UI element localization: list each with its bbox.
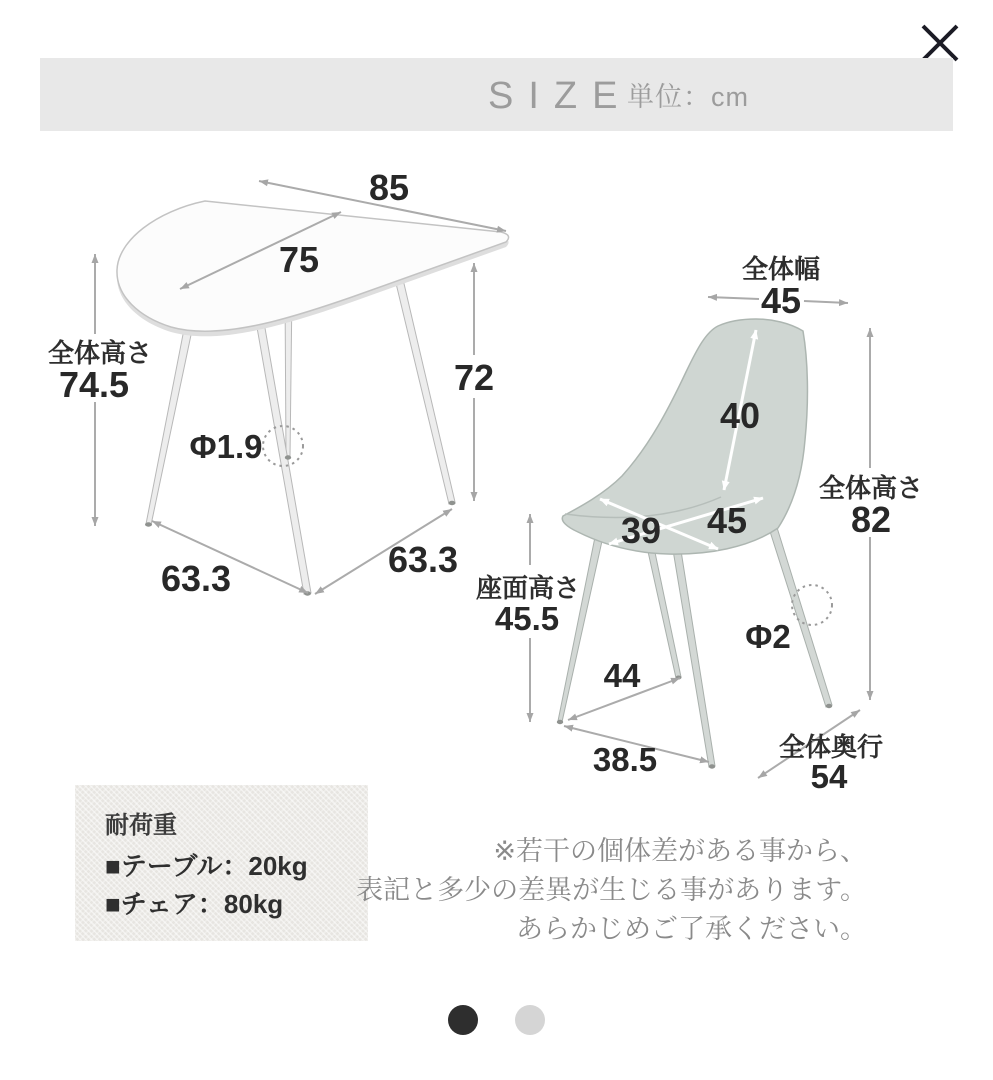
load-capacity-table: ■テーブル：20kg [105, 851, 308, 881]
chair-seat-height-caption: 座面高さ [475, 573, 581, 603]
chair-seat-height-value: 45.5 [494, 600, 560, 637]
size-unit-label: 単位：cm [627, 82, 749, 112]
chair-overall-depth-value: 54 [810, 758, 848, 795]
table-leg-span-right-value: 63.3 [387, 539, 459, 580]
carousel-dot-1[interactable] [448, 1005, 478, 1035]
chair-seat-depth-value: 45 [706, 500, 748, 541]
chair-overall-width-caption: 全体幅 [741, 254, 821, 284]
chair-overall-height-caption: 全体高さ [818, 473, 924, 503]
chair-shell [562, 319, 807, 554]
chair-overall-width-value: 45 [760, 280, 802, 321]
chair-width-arrow-right [804, 301, 848, 303]
chair-overall-depth-caption: 全体奥行 [778, 732, 884, 762]
load-capacity-chair: ■チェア：80kg [105, 889, 284, 919]
table-top-width-label: 85 [368, 167, 410, 208]
chair-foot [557, 720, 563, 724]
table-leg-span-left-value: 63.3 [160, 558, 232, 599]
chair-seat-width-value: 39 [620, 510, 662, 551]
chair-overall-height-value: 82 [850, 499, 892, 540]
chair-leg-diameter-value: Φ2 [745, 618, 791, 655]
disclaimer-line: 表記と多少の差異が生じる事があります。 [356, 875, 867, 905]
table-leg-height-value: 72 [453, 357, 495, 398]
chair-leg-front-left [558, 532, 604, 722]
load-capacity-title: 耐荷重 [105, 812, 177, 839]
carousel-dot-2[interactable] [515, 1005, 545, 1035]
chair-backrest-length-value: 40 [719, 395, 761, 436]
table-top-diagonal-label: 75 [278, 239, 320, 280]
table-overall-height-value: 74.5 [58, 364, 130, 405]
disclaimer-line: ※若干の個体差がある事から、 [493, 836, 867, 866]
size-title: SIZE [488, 75, 633, 117]
table-foot [285, 455, 291, 459]
table-leg-diameter-value: Φ1.9 [189, 428, 263, 465]
load-capacity-box [75, 785, 368, 941]
chair-front-leg-span-value: 44 [603, 657, 641, 694]
disclaimer-note [356, 832, 867, 949]
chair-leg-rear-right [767, 521, 832, 707]
disclaimer-line: あらかじめご了承ください。 [516, 914, 867, 944]
table-overall-height-caption: 全体高さ [47, 338, 153, 368]
chair-base-width-value: 38.5 [592, 741, 658, 778]
carousel-dots [448, 1005, 545, 1035]
chair-width-arrow-left [708, 297, 759, 299]
table-diagram [48, 167, 509, 599]
chair-leg-front-right [671, 538, 715, 767]
chair-foot [826, 704, 832, 708]
chair-foot [709, 764, 715, 768]
table-leg-right [394, 275, 455, 504]
table-foot [145, 522, 152, 526]
chair-diagram [476, 254, 923, 795]
table-foot [449, 501, 456, 505]
